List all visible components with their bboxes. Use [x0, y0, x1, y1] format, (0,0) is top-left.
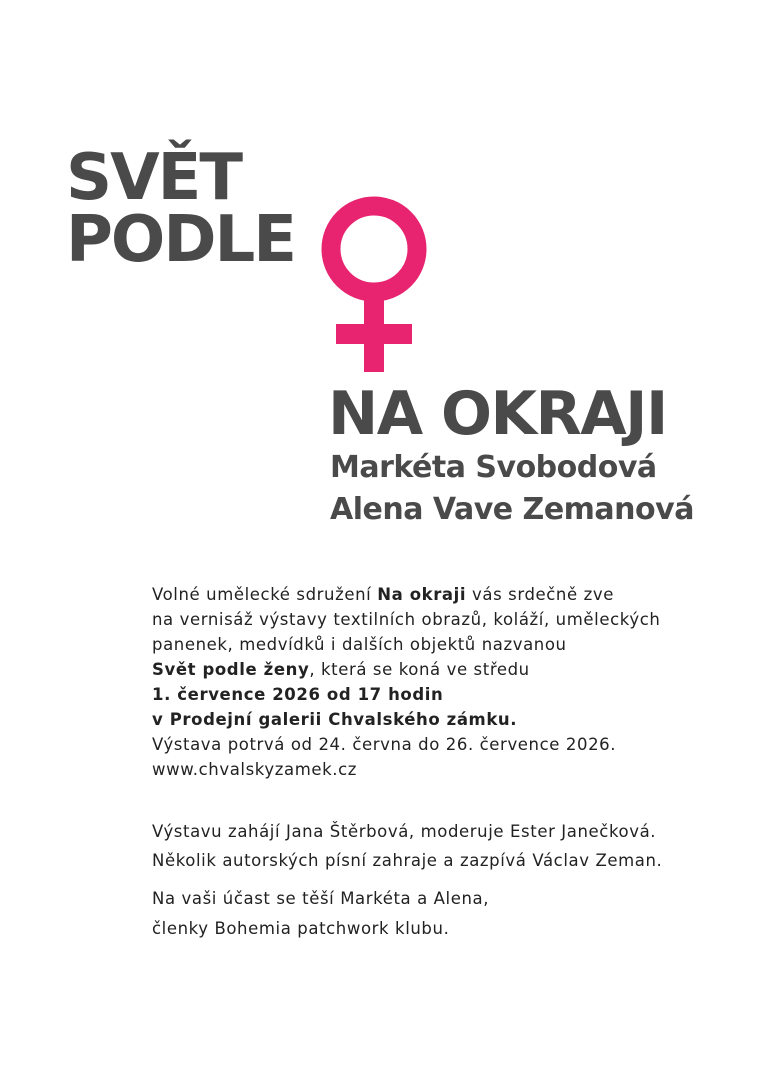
event-date: 1. července 2026 od 17 hodin: [152, 685, 444, 704]
venus-icon: [312, 196, 436, 374]
text: , která se koná ve středu: [309, 660, 530, 679]
title-line-1: SVĚT: [66, 141, 241, 215]
program-line: Výstavu zahájí Jana Štěrbová, moderuje Ester Janečková.: [152, 822, 657, 841]
invitation-line: na vernisáž výstavy textilních obrazů, koláží, uměleckých: [152, 610, 661, 629]
invitation-line: panenek, medvídků i dalších objektů nazvanou: [152, 635, 567, 654]
title-line-2: PODLE: [66, 203, 295, 277]
author-1: Markéta Svobodová: [330, 450, 657, 485]
website-link[interactable]: www.chvalskyzamek.cz: [152, 760, 358, 779]
exhibition-duration: Výstava potrvá od 24. června do 26. července 2026.: [152, 735, 617, 754]
closing-line: Na vaši účast se těší Markéta a Alena,: [152, 889, 490, 908]
invitation-line: [152, 657, 742, 682]
program-paragraph: [152, 817, 742, 875]
exhibition-name: Svět podle ženy: [152, 660, 310, 679]
group-name: Na okraji: [377, 585, 467, 604]
text: vás srdečně zve: [466, 585, 614, 604]
author-2: Alena Vave Zemanová: [330, 492, 694, 527]
text: Volné umělecké sdružení: [152, 585, 378, 604]
program-line: Několik autorských písní zahraje a zazpívá Václav Zeman.: [152, 851, 663, 870]
subtitle: NA OKRAJI: [328, 379, 667, 449]
event-venue: v Prodejní galerii Chvalského zámku.: [152, 710, 518, 729]
invitation-line: [152, 582, 742, 607]
closing-line: členky Bohemia patchwork klubu.: [152, 919, 450, 938]
invitation-paragraph: [152, 582, 742, 782]
closing-paragraph: [152, 884, 742, 944]
